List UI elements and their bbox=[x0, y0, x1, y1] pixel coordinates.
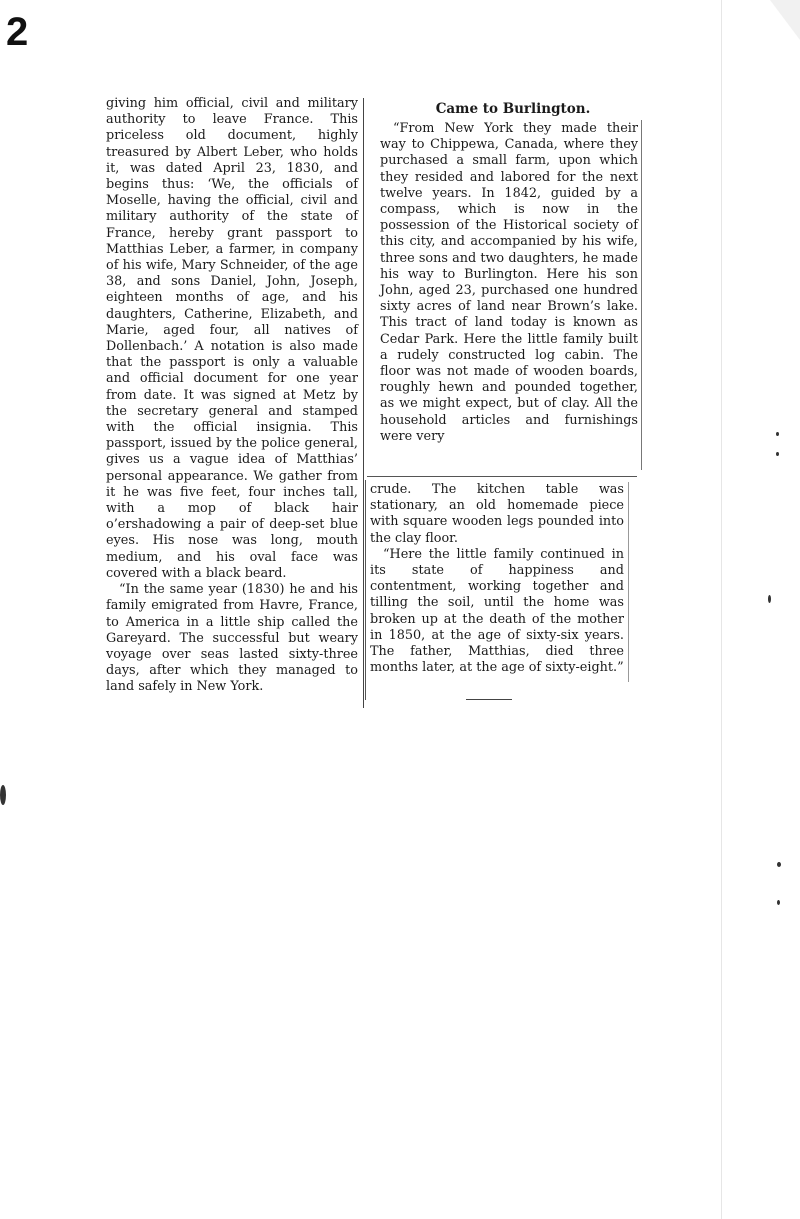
page-edge bbox=[721, 0, 782, 1219]
article-end-rule bbox=[466, 699, 512, 700]
scan-mark bbox=[0, 785, 6, 805]
paragraph-burlington: “From New York they made their way to Chippewa, Canada, where they purchased a small farm, upon which they resided and labored for the next twelve years. In 1842, guided by a compass, which is now in the possession of the Historical society of this city, and accompanied by his wife, three sons and two daughters, he made his way to Burlington. Here his son John, aged 23, purchased one hundred sixty acres of land near Brown’s lake. This tract of land today is known as Cedar Park. Here the little family built a rudely constructed log cabin. The floor was not made of wooden boards, roughly hewn and pounded together, as we might expect, but of clay. All the household articles and furnishings were very bbox=[380, 121, 638, 444]
left-column bbox=[106, 96, 358, 696]
paragraph-family-end: “Here the little family continued in its state of happiness and contentment, working together and tilling the soil, until the home was broken up at the death of the mother in 1850, at the age of sixty-six years. The father, Matthias, died three months later, at the age of sixty-eight.” bbox=[370, 546, 624, 676]
column-rule-left bbox=[363, 98, 364, 708]
column-rule-right bbox=[641, 120, 642, 470]
section-heading: Came to Burlington. bbox=[435, 101, 591, 117]
clipping-border-right bbox=[628, 482, 629, 682]
column-break-rule bbox=[367, 476, 637, 477]
scan-mark bbox=[768, 595, 771, 603]
paragraph-emigration: “In the same year (1830) he and his family emigrated from Havre, France, to America in a little ship called the Gareyard. The successful but weary voyage over seas lasted sixty-three days, after which they managed to land safely in New York. bbox=[106, 582, 358, 695]
page-corner-fold bbox=[770, 0, 800, 40]
scan-mark bbox=[777, 900, 780, 905]
right-column-top bbox=[380, 121, 638, 445]
clipping-border-left bbox=[365, 480, 366, 700]
scan-mark bbox=[776, 452, 779, 456]
page-number: 2 bbox=[6, 10, 29, 54]
scan-mark bbox=[777, 862, 781, 867]
paragraph-passport: giving him official, civil and military authority to leave France. This priceless old document, highly treasured by Albert Leber, who holds it, was dated April 23, 1830, and begins thus: ‘We, the officials of Moselle, having the official, civil and military authority of the state of France, hereby grant passport to Matthias Leber, a farmer, in company of his wife, Mary Schneider, of the age 38, and sons Daniel, John, Joseph, eighteen months of age, and his daughters, Catherine, Elizabeth, and Marie, aged four, all natives of Dollenbach.’ A notation is also made that the passport is only a valuable and official document for one year from date. It was signed at Metz by the secretary general and stamped with the official insignia. This passport, issued by the police general, gives us a vague idea of Matthias’ personal appearance. We gather from it he was five feet, four inches tall, with a mop of black hair o’ershadowing a pair of deep-set blue eyes. His nose was long, mouth medium, and his oval face was covered with a black beard. bbox=[106, 96, 358, 581]
paragraph-kitchen-table: crude. The kitchen table was stationary, an old homemade piece with square wooden legs pounded into the clay floor. bbox=[370, 482, 624, 546]
scan-mark bbox=[776, 432, 779, 436]
right-column-bottom bbox=[370, 482, 624, 676]
